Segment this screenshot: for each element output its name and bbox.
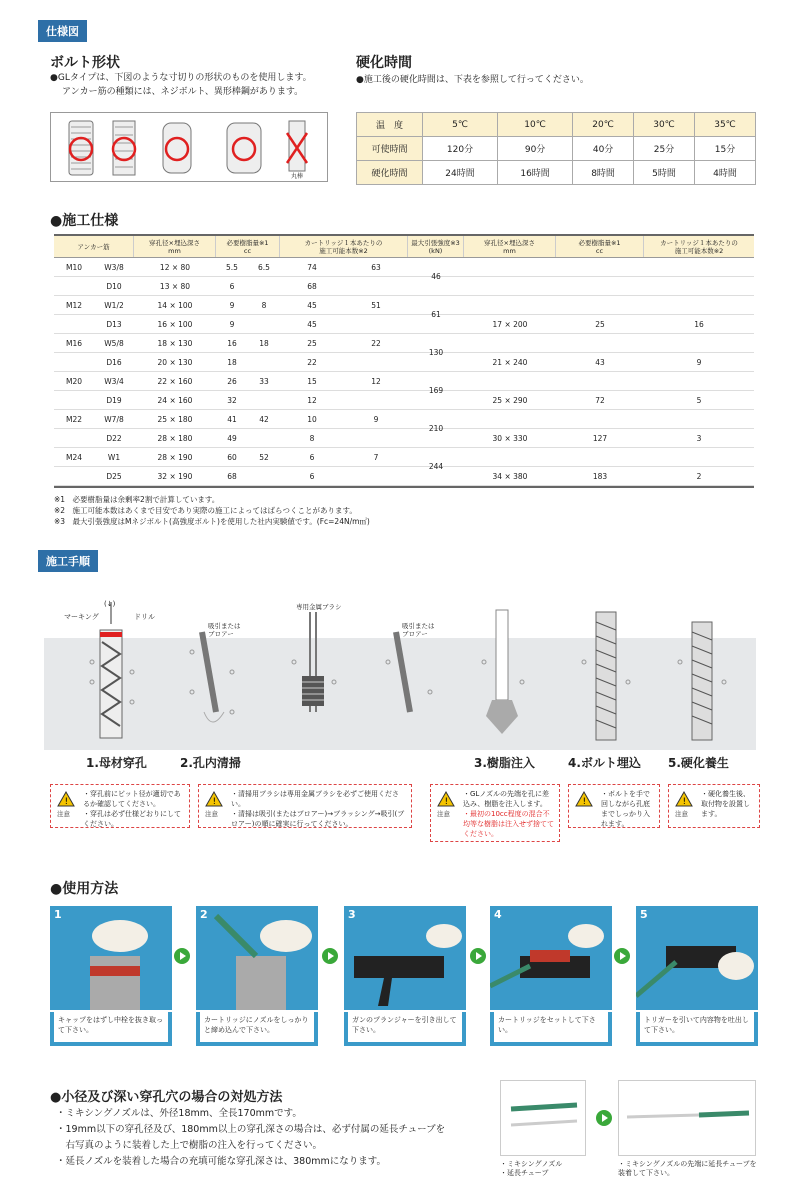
spec-cell: 16 × 100: [157, 319, 193, 329]
cure-cell: 40分: [573, 137, 634, 161]
next-arrow-icon: [174, 948, 190, 964]
spec-row: [54, 348, 754, 372]
spec-cell: 18 × 130: [157, 338, 193, 348]
bolt-desc-2: アンカー筋の種類には、ネジボルト、異形棒鋼があります。: [62, 87, 304, 97]
nozzle-assembled-svg: [619, 1081, 757, 1157]
spec-cell: 45: [307, 300, 317, 310]
cure-cell: 24時間: [423, 161, 498, 185]
nozzle-caption-2: ・ミキシングノズルの先端に延長チューブを装着して下さい。: [618, 1160, 757, 1177]
spec-anchor-cell: [54, 415, 134, 424]
usage-step-number: 4: [494, 908, 502, 921]
warning-label: 注意: [57, 810, 70, 818]
usage-photo-2: [196, 906, 318, 1010]
usage-photo-3: [344, 906, 466, 1010]
small-diameter-lines: [56, 1106, 445, 1170]
warning-text: ・清掃用ブラシは専用金属ブラシを必ずご使用ください。 ・清掃は吸引(またはブロアー)→ブラッシング→吸引(ブロアー)の順に確実に行ってください。: [231, 790, 405, 828]
nozzle-caption-1: ・ミキシングノズル ・延長チューブ: [500, 1160, 563, 1177]
spec-cell: M12: [65, 300, 82, 310]
gun-photo-3: [344, 906, 466, 1010]
spec-cell: 25: [307, 338, 317, 348]
spec-cell: 5: [696, 395, 702, 405]
usage-caption-2: カートリッジにノズルをしっかりと締め込んで下さい。: [196, 1012, 318, 1046]
cure-header-cell: 5℃: [423, 113, 498, 137]
spec-cell: 127: [592, 433, 608, 443]
bolt-title: ボルト形状: [50, 55, 120, 71]
spec-cell: 49: [227, 433, 237, 443]
cure-cell: 120分: [423, 137, 498, 161]
spec-note: ※2 施工可能本数はあくまで目安であり実際の施工によってはばらつくことがあります。: [54, 506, 357, 515]
spec-cell: 9: [229, 319, 235, 329]
spec-cell: 52: [259, 452, 269, 462]
cure-cell: 16時間: [498, 161, 573, 185]
spec-cell: [54, 358, 94, 367]
spec-cell: 22: [371, 338, 381, 348]
spec-cell: 183: [592, 471, 608, 481]
warning-icon: [57, 791, 75, 807]
svg-text:!: !: [682, 797, 687, 807]
label-drill: ドリル: [134, 613, 155, 621]
spec-table: [54, 234, 754, 488]
spec-row: [54, 372, 754, 391]
spec-cell: 68: [227, 471, 237, 481]
warning-text: ・ボルトを手で回しながら孔底までしっかり入れます。: [601, 790, 650, 828]
spec-cell: 18: [227, 357, 237, 367]
spec-cell: M22: [65, 414, 82, 424]
usage-step-number: 5: [640, 908, 648, 921]
step-1: 1.母材穿孔: [86, 756, 147, 770]
spec-cell: 25 × 290: [492, 395, 528, 405]
next-arrow-icon: [470, 948, 486, 964]
warning-box-3: [430, 784, 560, 842]
usage-step-number: 2: [200, 908, 208, 921]
spec-header-cell: カートリッジ１本あたりの 施工可能本数※2: [280, 236, 408, 257]
spec-header-cell: カートリッジ１本あたりの 施工可能本数※2: [660, 238, 738, 255]
spec-header-cell: 必要樹脂量※1 cc: [556, 236, 644, 257]
spec-row: [54, 258, 754, 277]
spec-cell: 210: [428, 424, 444, 433]
spec-cell: 244: [428, 462, 444, 471]
spec-row: [54, 448, 754, 467]
warning-label: 注意: [437, 810, 450, 818]
spec-cell: [54, 434, 94, 443]
spec-row: [54, 296, 754, 315]
cure-table: [356, 112, 756, 185]
cure-cell: 8時間: [573, 161, 634, 185]
spec-cell: 24 × 160: [157, 395, 193, 405]
spec-cell: 26: [227, 376, 237, 386]
warning-text: ・GLノズルの先端を孔に差込み、樹脂を注入します。: [463, 790, 550, 808]
spec-cell: 25 × 180: [157, 414, 193, 424]
label-brush: 専用金属ブラシ: [296, 603, 342, 611]
spec-anchor-cell: [54, 263, 134, 272]
spec-cell: 169: [428, 386, 444, 395]
spec-cell: 7: [373, 452, 379, 462]
round-bar-label: 丸棒: [291, 173, 304, 180]
warning-label: 注意: [675, 810, 688, 818]
warning-text-red: ・最初の10cc程度の混合不均等な樹脂は注入せず捨ててください。: [463, 810, 554, 838]
spec-anchor-cell: [54, 320, 134, 329]
spec-anchor-cell: [54, 434, 134, 443]
spec-cell: D22: [106, 433, 122, 443]
spec-row: [54, 334, 754, 353]
spec-cell: 32: [227, 395, 237, 405]
spec-header-cell: 最大引張強度※3 (kN): [408, 236, 464, 257]
spec-cell: 28 × 180: [157, 433, 193, 443]
nozzle-photo-2: [618, 1080, 756, 1156]
cure-cell: 90分: [498, 137, 573, 161]
spec-cell: D13: [106, 319, 122, 329]
spec-cell: 20 × 130: [157, 357, 193, 367]
svg-text:!: !: [64, 797, 69, 807]
spec-cell: 130: [428, 348, 444, 357]
gun-photo-4: [490, 906, 612, 1010]
step-2: 2.孔内清掃: [180, 756, 241, 770]
bolt-cured-illustration: [692, 622, 712, 740]
usage-caption-3: ガンのプランジャーを引き出して下さい。: [344, 1012, 466, 1046]
spec-cell: 25: [595, 319, 605, 329]
spec-cell: 22: [307, 357, 317, 367]
usage-title: ●使用方法: [50, 881, 119, 897]
cure-header-cell: 20℃: [573, 113, 634, 137]
bolt-shape-figure: [50, 112, 328, 182]
small-line: ・ミキシングノズルは、外径18mm、全長170mmです。: [56, 1108, 302, 1119]
gun-photo-5: [636, 906, 758, 1010]
svg-text:!: !: [444, 797, 449, 807]
spec-cell: 33: [259, 376, 269, 386]
warning-text: ・穿孔前にビット径が適切であるか確認してください。 ・穿孔は必ず仕様どおりにしてください。: [83, 790, 181, 828]
svg-text:!: !: [582, 797, 587, 807]
spec-row: [54, 410, 754, 429]
spec-cell: 8: [309, 433, 315, 443]
spec-cell: 46: [431, 272, 441, 281]
spec-cell: 13 × 80: [159, 281, 191, 291]
spec-anchor-cell: [54, 472, 134, 481]
nozzle-illustration: [486, 610, 518, 734]
spec-cell: 45: [307, 319, 317, 329]
spec-cell: 22 × 160: [157, 376, 193, 386]
step-4: 4.ボルト埋込: [568, 756, 641, 770]
bolt-illustration: [596, 612, 616, 740]
spec-cell: M10: [65, 262, 82, 272]
spec-cell: W1: [107, 452, 121, 462]
next-arrow-icon: [614, 948, 630, 964]
spec-row: [54, 310, 754, 334]
cure-title: 硬化時間: [356, 55, 412, 71]
cure-cell: 4時間: [695, 161, 756, 185]
spec-cell: 10: [307, 414, 317, 424]
spec-cell: 63: [371, 262, 381, 272]
section-tag-procedure: 施工手順: [38, 550, 98, 572]
warning-box-2: [198, 784, 412, 828]
spec-anchor-cell: [54, 453, 134, 462]
spec-cell: 15: [307, 376, 317, 386]
spec-cell: 6: [229, 281, 235, 291]
spec-cell: 72: [595, 395, 605, 405]
spec-header-cell: 穿孔径×埋込深さ mm: [464, 236, 556, 257]
cure-cell: 25分: [634, 137, 695, 161]
next-arrow-icon: [596, 1110, 612, 1126]
cure-header-cell: 温 度: [357, 113, 423, 137]
warning-box-1: [50, 784, 190, 828]
usage-photo-1: [50, 906, 172, 1010]
spec-anchor-cell: [54, 358, 134, 367]
spec-cell: M24: [65, 452, 82, 462]
label-suction-2: 吸引または ブロアー: [402, 622, 435, 638]
spec-cell: 12: [371, 376, 381, 386]
bolt-desc-1: ●GLタイプは、下図のような寸切りの形状のものを使用します。: [50, 73, 312, 83]
spec-cell: 6: [309, 471, 315, 481]
cure-header-cell: 35℃: [695, 113, 756, 137]
spec-note: ※1 必要樹脂量は余剰率2割で計算しています。: [54, 495, 220, 504]
warning-icon: [437, 791, 455, 807]
cure-header-cell: 30℃: [634, 113, 695, 137]
spec-cell: 43: [595, 357, 605, 367]
spec-row: [54, 386, 754, 410]
spec-cell: 32 × 190: [157, 471, 193, 481]
usage-photo-4: [490, 906, 612, 1010]
spec-cell: D25: [106, 471, 122, 481]
suction-illustration: [202, 632, 224, 722]
spec-cell: 14 × 100: [157, 300, 193, 310]
small-line: ・延長ノズルを装着した場合の充填可能な穿孔深さは、380mmになります。: [56, 1156, 387, 1167]
step-5: 5.硬化養生: [668, 756, 729, 770]
usage-photo-5: [636, 906, 758, 1010]
label-suction-1: 吸引または ブロアー: [208, 622, 241, 638]
spec-cell: 3: [696, 433, 702, 443]
spec-cell: 5.5: [226, 262, 238, 272]
warning-box-5: [668, 784, 760, 828]
spec-cell: [54, 320, 94, 329]
spec-cell: 51: [371, 300, 381, 310]
spec-cell: [54, 282, 94, 291]
spec-cell: D16: [106, 357, 122, 367]
cure-cell: 可使時間: [357, 137, 423, 161]
cure-header-cell: 10℃: [498, 113, 573, 137]
spec-cell: 60: [227, 452, 237, 462]
spec-header-cell: 穿孔径×埋込深さ mm: [134, 236, 216, 257]
cartridge-photo-1: [50, 906, 172, 1010]
brush-illustration: [302, 612, 324, 712]
warning-box-4: [568, 784, 660, 828]
svg-text:!: !: [212, 797, 217, 807]
spec-cell: 74: [307, 262, 317, 272]
spec-cell: W3/4: [104, 376, 124, 386]
spec-row: [54, 462, 754, 486]
usage-step-number: 3: [348, 908, 356, 921]
spec-cell: 16: [694, 319, 704, 329]
small-diameter-title: ●小径及び深い穿孔穴の場合の対処方法: [50, 1090, 283, 1105]
cure-cell: 5時間: [634, 161, 695, 185]
spec-cell: 9: [373, 414, 379, 424]
cure-desc: ●施工後の硬化時間は、下表を参照して行ってください。: [356, 75, 589, 85]
warning-text: ・硬化養生後、取付物を設置します。: [701, 790, 750, 818]
warning-label: 注意: [205, 810, 218, 818]
cure-cell: 硬化時間: [357, 161, 423, 185]
spec-cell: 28 × 190: [157, 452, 193, 462]
spec-cell: 6.5: [258, 262, 270, 272]
spec-anchor-cell: [54, 339, 134, 348]
spec-cell: M16: [65, 338, 82, 348]
spec-cell: W3/8: [104, 262, 124, 272]
spec-cell: M20: [65, 376, 82, 386]
warning-icon: [575, 791, 593, 807]
spec-anchor-cell: [54, 377, 134, 386]
spec-anchor-cell: [54, 396, 134, 405]
spec-cell: 9: [696, 357, 702, 367]
spec-cell: 30 × 330: [492, 433, 528, 443]
spec-cell: D19: [106, 395, 122, 405]
spec-notes: [54, 494, 370, 527]
spec-row: [54, 424, 754, 448]
spec-cell: 68: [307, 281, 317, 291]
spec-row: [54, 272, 754, 296]
spec-title: ●施工仕様: [50, 213, 119, 229]
suction-illustration-2: [396, 632, 410, 712]
section-tag-spec: 仕様図: [38, 20, 87, 42]
cure-cell: 15分: [695, 137, 756, 161]
spec-header-row: [54, 236, 754, 258]
usage-caption-1: キャップをはずし中栓を抜き取って下さい。: [50, 1012, 172, 1046]
step-3: 3.樹脂注入: [474, 756, 535, 770]
spec-cell: 34 × 380: [492, 471, 528, 481]
spec-cell: 12: [307, 395, 317, 405]
nozzle-photo-1: [500, 1080, 586, 1156]
spec-cell: W7/8: [104, 414, 124, 424]
usage-caption-5: トリガーを引いて内容物を吐出して下さい。: [636, 1012, 758, 1046]
spec-cell: 2: [696, 471, 702, 481]
spec-body: [54, 258, 754, 486]
drill-illustration: [100, 602, 122, 738]
spec-anchor-cell: [54, 301, 134, 310]
spec-cell: 16: [227, 338, 237, 348]
small-line: ・19mm以下の穿孔径及び、180mm以上の穿孔深さの場合は、必ず付属の延長チューブを: [56, 1124, 446, 1135]
spec-cell: 12 × 80: [159, 262, 191, 272]
next-arrow-icon: [322, 948, 338, 964]
spec-header-cell: アンカー筋: [54, 236, 134, 257]
spec-cell: 21 × 240: [492, 357, 528, 367]
spec-cell: 61: [431, 310, 441, 319]
spec-cell: 6: [309, 452, 315, 462]
warning-icon: [205, 791, 223, 807]
spec-cell: 41: [227, 414, 237, 424]
spec-cell: D10: [106, 281, 122, 291]
spec-cell: W1/2: [104, 300, 124, 310]
spec-cell: 8: [261, 300, 267, 310]
spec-cell: 42: [259, 414, 269, 424]
spec-cell: W5/8: [104, 338, 124, 348]
small-line: 右写真のように装着した上で樹脂の注入を行ってください。: [56, 1140, 323, 1151]
spec-cell: [54, 472, 94, 481]
nozzle-parts-svg: [501, 1081, 587, 1157]
usage-caption-4: カートリッジをセットして下さい。: [490, 1012, 612, 1046]
spec-cell: 18: [259, 338, 269, 348]
spec-cell: 17 × 200: [492, 319, 528, 329]
bolt-shapes-svg: [51, 113, 329, 183]
spec-header-cell: 必要樹脂量※1 cc: [216, 236, 280, 257]
cartridge-photo-2: [196, 906, 318, 1010]
usage-step-number: 1: [54, 908, 62, 921]
spec-anchor-cell: [54, 282, 134, 291]
spec-cell: 9: [229, 300, 235, 310]
warning-icon: [675, 791, 693, 807]
spec-note: ※3 最大引張強度はMネジボルト(高強度ボルト)を使用した社内実験値です。(Fc=24N/m㎡): [54, 517, 370, 526]
label-marking: マーキング: [64, 613, 99, 621]
spec-cell: [54, 396, 94, 405]
label-updown: (↓): [104, 600, 116, 608]
